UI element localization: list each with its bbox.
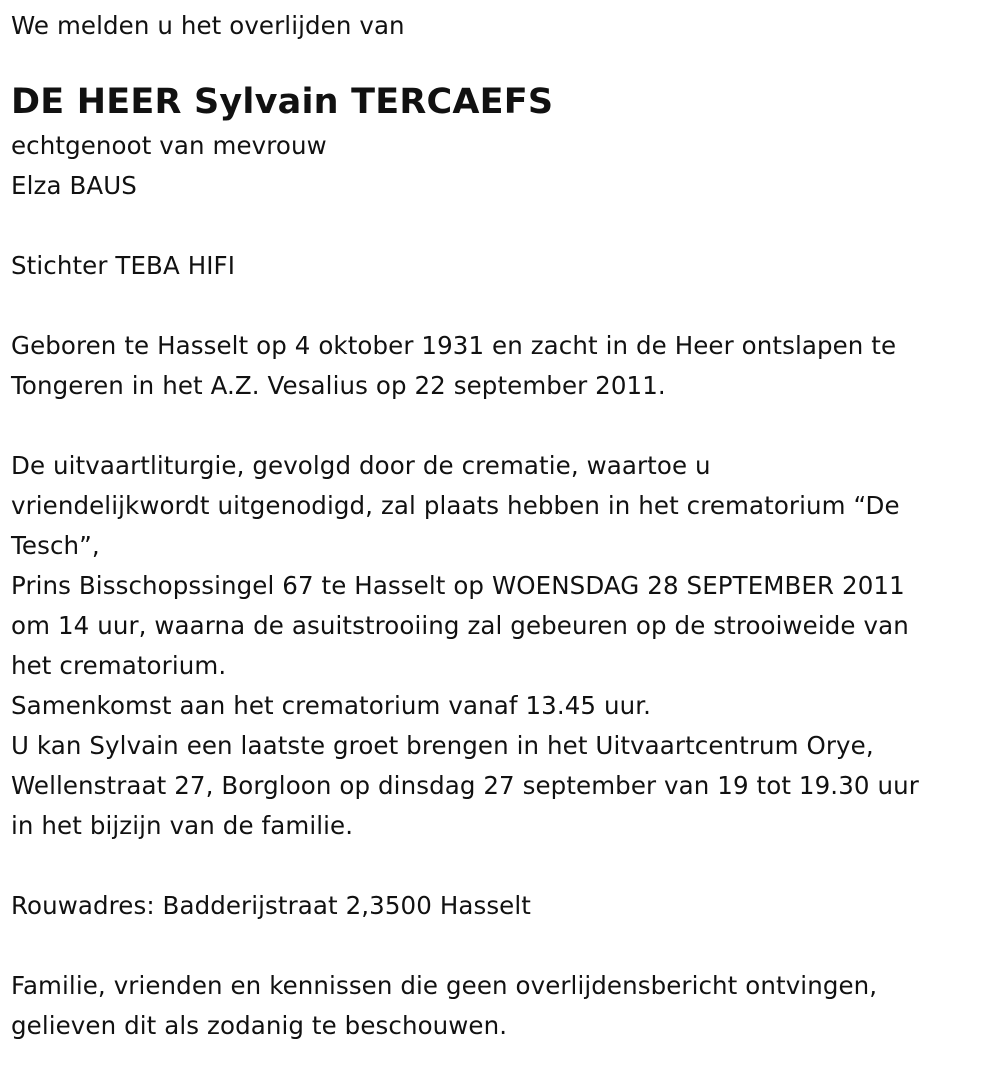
closing-paragraph: [11, 966, 986, 1046]
ceremony-line: vriendelijkwordt uitgenodigd, zal plaats hebben in het crematorium “De: [11, 491, 900, 520]
born-died-paragraph: [11, 326, 986, 406]
ceremony-paragraph: [11, 446, 986, 846]
ceremony-line: in het bijzijn van de familie.: [11, 811, 354, 840]
ceremony-line: De uitvaartliturgie, gevolgd door de crematie, waartoe u: [11, 451, 711, 480]
deceased-name: DE HEER Sylvain TERCAEFS: [11, 82, 554, 122]
ceremony-line: het crematorium.: [11, 651, 227, 680]
founder-line: Stichter TEBA HIFI: [11, 251, 236, 280]
born-died-line: Tongeren in het A.Z. Vesalius op 22 september 2011.: [11, 371, 666, 400]
closing-line: Familie, vrienden en kennissen die geen overlijdensbericht ontvingen,: [11, 971, 878, 1000]
spouse-line-2: Elza BAUS: [11, 171, 137, 200]
ceremony-line: U kan Sylvain een laatste groet brengen in het Uitvaartcentrum Orye,: [11, 731, 874, 760]
born-died-line: Geboren te Hasselt op 4 oktober 1931 en zacht in de Heer ontslapen te: [11, 331, 897, 360]
spouse-line-1: echtgenoot van mevrouw: [11, 131, 327, 160]
death-notice: [11, 0, 986, 1046]
ceremony-line: Wellenstraat 27, Borgloon op dinsdag 27 september van 19 tot 19.30 uur: [11, 771, 919, 800]
closing-line: gelieven dit als zodanig te beschouwen.: [11, 1011, 508, 1040]
ceremony-line: om 14 uur, waarna de asuitstrooiing zal gebeuren op de strooiweide van: [11, 611, 909, 640]
ceremony-line: Samenkomst aan het crematorium vanaf 13.45 uur.: [11, 691, 652, 720]
mourning-address: Rouwadres: Badderijstraat 2,3500 Hasselt: [11, 891, 531, 920]
intro-text: We melden u het overlijden van: [11, 11, 405, 40]
ceremony-line: Prins Bisschopssingel 67 te Hasselt op WOENSDAG 28 SEPTEMBER 2011: [11, 571, 905, 600]
ceremony-line: Tesch”,: [11, 531, 100, 560]
